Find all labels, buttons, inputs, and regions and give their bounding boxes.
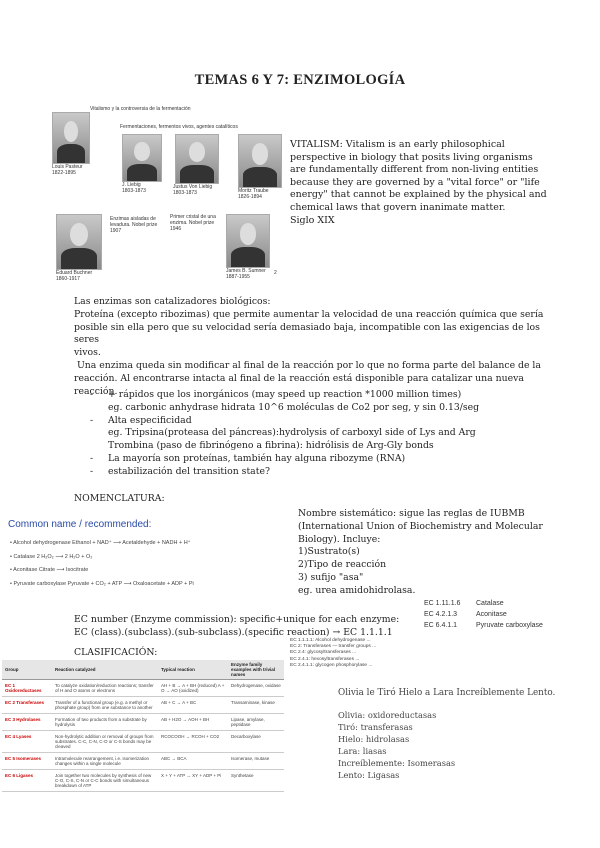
list-item [90,466,550,479]
clasificacion-heading: CLASIFICACIÓN: [74,647,158,658]
table-cell: EC 5 Isomerases [2,753,52,770]
sistematico-line: Biology). Incluye: [298,533,381,545]
portrait-years: 1822-1895 [52,170,76,176]
ec-number-line: EC number (Enzyme commission): specific+unique for each enzyme: [74,614,400,625]
intro-line: reacción. [74,385,118,397]
sistematico-line: 3) sufijo "asa" [298,571,364,583]
table-cell: AH + B → A + BH (reduced) A + O → AO (oxidized) [158,680,228,697]
table-cell: EC 6 Ligases [2,770,52,792]
table-cell: Lipase, amylase, peptidase [228,714,284,731]
ec-hierarchy-notes [290,638,596,669]
table-row [2,680,284,697]
ec-number-line: EC (class).(subclass).(sub-subclass).(specific reaction) → EC 1.1.1.1 [74,626,393,638]
table-cell: EC 4 Lyases [2,731,52,753]
sistematico-line: 1)Sustrato(s) [298,546,360,558]
intro-line: posible sin ella pero que su velocidad sería demasiado baja, incompatible con las exigencias de los seres [74,321,540,346]
ec-example-row [424,598,594,609]
portrait-buchner [56,214,102,270]
table-cell: AB + C → A + BC [158,697,228,714]
column-header: Typical reaction [158,660,228,680]
bullet-subtext: Trombina (paso de fibrinógeno a fibrina): hidrólisis de Arg-Gly bonds [108,440,434,452]
intro-line: Las enzimas son catalizadores biológicos: [74,296,271,307]
sumner-note: Primer cristal de una enzima. Nobel prize 1946 [170,214,216,232]
table-cell: Transaminase, kinase [228,697,284,714]
classification-table-wrap [2,660,284,792]
table-row [2,731,284,753]
bullet-text: - La mayoría son proteínas, también hay alguna ribozyme (RNA) [108,452,406,464]
column-header: Group [2,660,52,680]
reaction-row: • Alcohol dehydrogenase Ethanol + NAD⁺ ⟶ Acetaldehyde + NADH + H⁺ [10,540,191,546]
portrait-years: 1826-1894 [238,194,262,200]
intro-line: Una enzima queda sin modificar al final de la reacción por lo que no forma parte del balance de la [74,359,541,371]
intro-line: reacción. Al encontrarse intacta al final de la reacción está disponible para catalizar una nueva [74,372,524,384]
table-row [2,770,284,792]
vitalism-line: are fundamentally different from non-living entities [290,164,539,176]
portrait-years: 1860-1917 [56,276,80,282]
note-line: EC 2.4.1: hexosyltransferases ... [290,656,360,662]
table-cell: Transfer of a functional group (e.g. a methyl or phosphate group) from one substance to another [52,697,158,714]
portrait-pasteur [52,112,90,164]
mnemonic-item: Lento: Ligasas [338,770,400,780]
intro-line: Proteína (excepto ribozimas) que permite aumentar la velocidad de una reacción química que sería [74,308,544,320]
table-cell: Decarboxylase [228,731,284,753]
portrait-name: Louis Pasteur [52,164,83,170]
portrait-name: Eduard Buchner [56,270,93,276]
ec-name: Catalase [476,600,504,607]
sistematico-paragraph [298,508,598,598]
common-name-title: Common name / recommended: [8,519,152,530]
reaction-row: • Aconitase Citrate ⟶ Isocitrate [10,567,89,573]
table-header-row [2,660,284,680]
table-cell: AB + H2O → AOH + BH [158,714,228,731]
portrait-name: J. Liebig [122,182,141,188]
table-cell: ABC → BCA [158,753,228,770]
list-item [90,389,550,415]
list-item [90,415,550,453]
table-cell: EC 3 Hydrolases [2,714,52,731]
table-row [2,714,284,731]
bullet-subtext: eg. carbonic anhydrase hidrata 10^6 moléculas de Co2 por seg, y sin 0.13/seg [108,401,480,413]
page-mark: 2 [274,270,277,276]
table-cell: EC 1 Oxidoreductases [2,680,52,697]
history-figure [50,104,290,284]
table-row [2,753,284,770]
properties-list [90,389,550,479]
ec-code: EC 1.11.1.6 [424,600,461,607]
portrait-liebig [122,134,162,182]
portrait-von-liebig [175,134,219,184]
list-item [90,453,550,466]
ec-number-paragraph [74,614,544,640]
note-line: EC 2.4.1.1: glycogen phosphorylase ... [290,662,373,668]
note-line: EC 2.4: glycosyltransferases ... [290,650,357,656]
vitalism-line: Siglo XIX [290,214,335,226]
sistematico-line: Nombre sistemático: sigue las reglas de IUBMB [298,508,525,519]
note-line: EC 2: Transferases — transfer groups ... [290,644,377,650]
page-title: TEMAS 6 Y 7: ENZIMOLOGÍA [194,72,406,88]
ec-name: Pyruvate carboxylase [476,622,543,629]
buchner-note: Enzimas aisladas de levadura. Nobel prize 1907 [110,216,158,234]
intro-line: vivos. [74,347,101,359]
table-cell: Join together two molecules by synthesis of new C-O, C-S, C-N or C-C bonds with simultaneous breakdown of ATP [52,770,158,792]
table-cell: Dehydrogenase, oxidase [228,680,284,697]
vitalism-line: chemical laws that govern inanimate matter. [290,201,506,213]
ec-name: Aconitase [476,611,507,618]
portrait-name: James B. Sumner [226,268,266,274]
nomenclatura-heading: NOMENCLATURA: [74,493,165,504]
intro-paragraph [74,296,544,398]
bullet-text: - + rápidos que los inorgánicos (may speed up reaction *1000 million times) [108,389,462,400]
table-cell: To catalyze oxidation/reduction reactions; transfer of H and O atoms or electrons [52,680,158,697]
bullet-subtext: eg. Tripsina(proteasa del páncreas):hydrolysis of carboxyl side of Lys and Arg [108,427,476,439]
portrait-years: 1887-1955 [226,274,250,280]
table-cell: EC 2 Transferases [2,697,52,714]
table-cell: Non-hydrolytic addition or removal of groups from substrates. C-C, C-N, C-O or C-S bonds may be cleaved [52,731,158,753]
note-line: EC 1.1.1.1: Alcohol dehydrogenase ... [290,638,371,643]
column-header: Reaction catalyzed [52,660,158,680]
vitalism-line: perspective in biology that posits living organisms [290,151,533,163]
mnemonic-item: Tiró: transferasas [338,722,413,732]
ec-code: EC 6.4.1.1 [424,622,458,629]
vitalism-line: because they are governed by a "vital force" or "life [290,176,540,188]
portrait-years: 1803-1873 [122,188,146,194]
vitalism-paragraph [290,139,590,227]
vitalism-line: energy" that cannot be explained by the physical and [290,189,547,201]
figure-heading: Vitalismo y la controversia de la fermentación [90,106,191,112]
mnemonic-title: Olivia le Tiró Hielo a Lara Increíblemente Lento. [338,688,556,698]
table-row [2,697,284,714]
bullet-text: - estabilización del transition state? [108,465,270,477]
table-cell: Intramolecule rearrangement, i.e. isomerization changes within a single molecule [52,753,158,770]
column-header: Enzyme family examples with trivial names [228,660,284,680]
portrait-name: Justus Von Liebig [173,184,213,190]
table-cell: Formation of two products from a substrate by hydrolysis [52,714,158,731]
table-cell: X + Y + ATP → XY + ADP + Pi [158,770,228,792]
portrait-name: Moritz Traube [238,188,269,194]
sistematico-line: 2)Tipo de reacción [298,559,387,571]
reaction-row: • Catalase 2 H₂O₂ ⟶ 2 H₂O + O₂ [10,554,93,560]
table-cell: Synthetase [228,770,284,792]
mnemonic-item: Lara: liasas [338,746,387,756]
reaction-row: • Pyruvate carboxylase Pyruvate + CO₂ + ATP ⟶ Oxaloacetate + ADP + Pi [10,581,194,587]
figure-subheading: Fermentaciones, fermentos vivos, agentes catalíticos [120,124,238,130]
sistematico-line: (International Union of Biochemistry and Molecular [298,520,543,532]
table-cell: RCOCOOH → RCOH + CO2 [158,731,228,753]
mnemonic-item: Hielo: hidrolasas [338,734,410,744]
table-cell: Isomerase, mutase [228,753,284,770]
bullet-text: - Alta especificidad [108,414,192,426]
sistematico-line: eg. urea amidohidrolasa. [298,584,416,596]
portrait-traube [238,134,282,188]
portrait-years: 1803-1873 [173,190,197,196]
mnemonic-block [338,687,593,781]
mnemonic-item: Increíblemente: Isomerasas [338,758,456,768]
classification-table [2,660,284,792]
mnemonic-item: Olivia: oxidoreductasas [338,710,437,720]
portrait-sumner [226,214,270,268]
vitalism-line: VITALISM: Vitalism is an early philosophical [290,139,505,150]
ec-code: EC 4.2.1.3 [424,611,458,618]
